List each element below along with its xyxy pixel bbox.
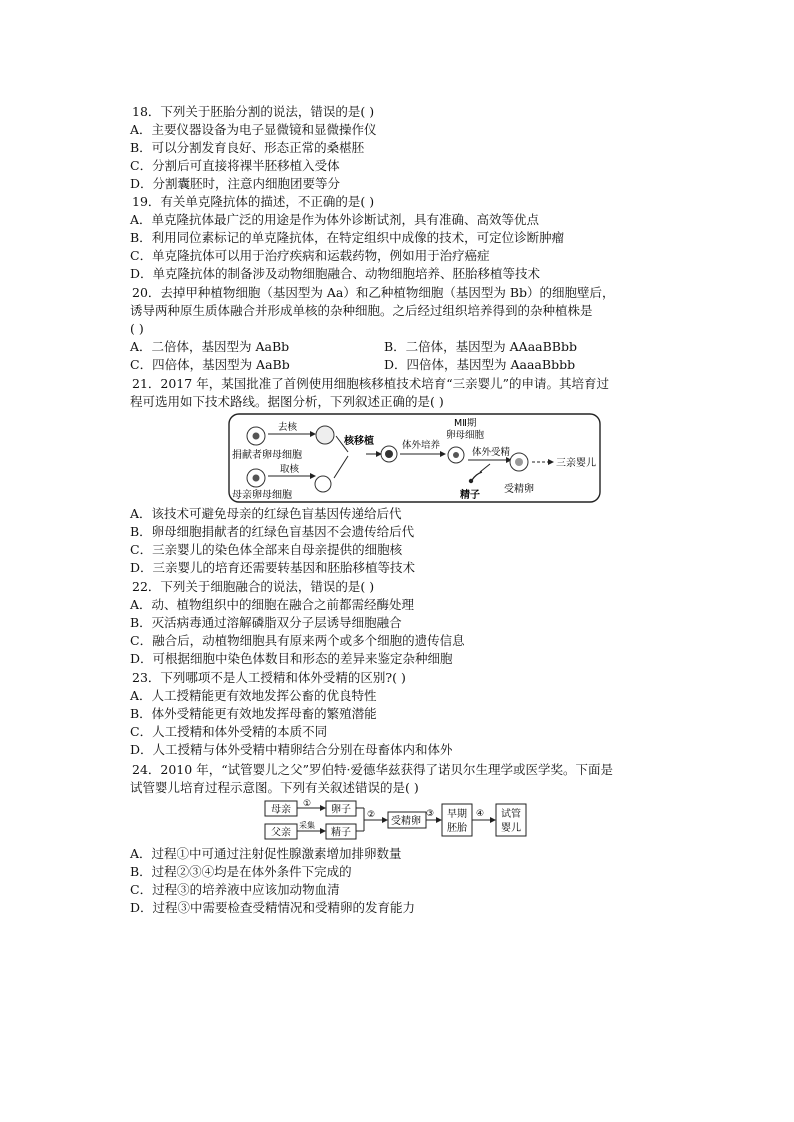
q18-option-c: C．分割后可直接将裸半胚移植入受体: [130, 158, 340, 173]
donor-egg-nucleus: [253, 433, 260, 440]
q18-option-d: D．分割囊胚时，注意内细胞团要等分: [130, 176, 341, 191]
question-21-stem-line2: 程可选用如下技术路线。据图分析，下列叙述正确的是( ): [130, 394, 444, 409]
q22-option-c: C．融合后，动植物细胞具有原来两个或多个细胞的遗传信息: [130, 633, 465, 648]
question-24-stem-line1: 24．2010 年，“试管婴儿之父”罗伯特·爱德华兹获得了诺贝尔生理学或医学奖。下面是: [132, 762, 613, 777]
question-24-stem-line2: 试管婴儿培育过程示意图。下列有关叙述错误的是( ): [130, 780, 419, 795]
question-19-stem: 19．有关单克隆抗体的描述，不正确的是( ): [132, 194, 375, 209]
mother-egg-nucleus: [253, 475, 260, 482]
mother-egg-label: 母亲卵母细胞: [232, 490, 292, 501]
q23-option-c: C．人工授精和体外受精的本质不同: [130, 724, 328, 739]
q18-option-b: B．可以分割发育良好、形态正常的桑椹胚: [130, 140, 365, 155]
mii-label-line1: MⅡ期: [454, 418, 477, 429]
q19-option-b: B．利用同位素标记的单克隆抗体，在特定组织中成像的技术，可定位诊断肿瘤: [130, 230, 565, 245]
question-20-stem-line2: 诱导两种原生质体融合并形成单核的杂种细胞。之后经过组织培养得到的杂种植株是: [130, 303, 593, 318]
q20-option-c: C．四倍体，基因型为 AaBb: [130, 357, 290, 372]
q24-option-c: C．过程③的培养液中应该加动物血清: [130, 882, 340, 897]
mii-label-line2: 卵母细胞: [446, 430, 485, 441]
q21-option-d: D．三亲婴儿的培育还需要转基因和胚胎移植等技术: [130, 560, 416, 575]
test-tube-baby-label-2: 婴儿: [501, 823, 521, 834]
sperm-label-box: 精子: [331, 827, 351, 839]
take-nucleus-label: 取核: [280, 464, 300, 475]
mii-oocyte-nucleus: [453, 452, 459, 458]
q24-option-b: B．过程②③④均是在体外条件下完成的: [130, 864, 352, 879]
early-embryo-label-2: 胚胎: [447, 823, 467, 834]
q21-option-b: B．卵母细胞捐献者的红绿色盲基因不会遗传给后代: [130, 524, 415, 539]
step-1-label: ①: [303, 799, 312, 809]
step-4-label: ④: [476, 809, 485, 819]
question-21-stem-line1: 21．2017 年，某国批准了首例使用细胞核移植技术培育“三亲婴儿”的申请。其培育过: [132, 376, 609, 391]
question-20-stem-line1: 20．去掉甲种植物细胞（基因型为 Aa）和乙种植物细胞（基因型为 Bb）的细胞壁后，: [132, 285, 615, 300]
q20-option-b: B．二倍体，基因型为 AAaaBBbb: [384, 339, 577, 354]
zygote-nucleus: [515, 458, 523, 466]
q20-option-a: A．二倍体，基因型为 AaBb: [130, 339, 290, 354]
question-23-stem: 23．下列哪项不是人工授精和体外受精的区别?( ): [132, 670, 406, 685]
q19-option-c: C．单克隆抗体可以用于治疗疾病和运载药物，例如用于治疗癌症: [130, 248, 490, 263]
question-18-stem: 18．下列关于胚胎分割的说法，错误的是( ): [132, 104, 375, 119]
q23-option-b: B．体外受精能更有效地发挥母畜的繁殖潜能: [130, 706, 377, 721]
q22-option-a: A．动、植物组织中的细胞在融合之前都需经酶处理: [130, 597, 415, 612]
q23-option-d: D．人工授精与体外受精中精卵结合分别在母畜体内和体外: [130, 742, 453, 757]
q22-option-d: D．可根据细胞中染色体数目和形态的差异来鉴定杂种细胞: [130, 651, 453, 666]
zygote-box-label: 受精卵: [391, 816, 421, 827]
ivf-label: 体外受精: [472, 447, 511, 458]
egg-label: 卵子: [331, 804, 351, 816]
q24-option-a: A．过程①中可通过注射促性腺激素增加排卵数量: [130, 846, 402, 861]
reconstructed-egg-nucleus: [385, 450, 393, 458]
enucleated-egg-cell: [316, 426, 334, 444]
sperm-icon: [472, 472, 482, 480]
q19-option-a: A．单克隆抗体最广泛的用途是作为体外诊断试剂，具有准确、高效等优点: [130, 212, 540, 227]
remove-nucleus-label: 去核: [278, 422, 298, 433]
q22-option-b: B．灭活病毒通过溶解磷脂双分子层诱导细胞融合: [130, 615, 402, 630]
q18-option-a: A．主要仪器设备为电子显微镜和显微操作仪: [130, 122, 377, 137]
q20-option-d: D．四倍体，基因型为 AaaaBbbb: [384, 357, 576, 372]
step-2-label: ②: [367, 810, 376, 820]
q24-option-d: D．过程③中需要检查受精情况和受精卵的发育能力: [130, 900, 416, 915]
isolated-nucleus-cell: [315, 476, 331, 492]
q21-option-c: C．三亲婴儿的染色体全部来自母亲提供的细胞核: [130, 542, 403, 557]
three-parent-baby-diagram: [228, 412, 602, 504]
sperm-label: 精子: [460, 490, 480, 501]
test-tube-baby-flowchart: [262, 798, 532, 842]
q23-option-a: A．人工授精能更有效地发挥公畜的优良特性: [130, 688, 377, 703]
early-embryo-label-1: 早期: [447, 809, 467, 820]
q19-option-d: D．单克隆抗体的制备涉及动物细胞融合、动物细胞培养、胚胎移植等技术: [130, 266, 541, 281]
mother-label: 母亲: [271, 804, 291, 816]
step-3-label: ③: [426, 809, 435, 819]
q21-option-a: A．该技术可避免母亲的红绿色盲基因传递给后代: [130, 506, 402, 521]
baby-label: 三亲婴儿: [556, 458, 596, 469]
father-label: 父亲: [271, 827, 291, 839]
in-vitro-culture-label: 体外培养: [402, 440, 441, 451]
zygote-label: 受精卵: [504, 484, 534, 495]
test-tube-baby-label-1: 试管: [501, 809, 521, 820]
nuclear-transfer-label: 核移植: [344, 436, 374, 447]
collect-label: 采集: [299, 821, 315, 830]
question-22-stem: 22．下列关于细胞融合的说法，错误的是( ): [132, 579, 375, 594]
question-20-stem-line3: ( ): [130, 321, 144, 336]
donor-egg-label: 捐献者卵母细胞: [232, 450, 302, 461]
